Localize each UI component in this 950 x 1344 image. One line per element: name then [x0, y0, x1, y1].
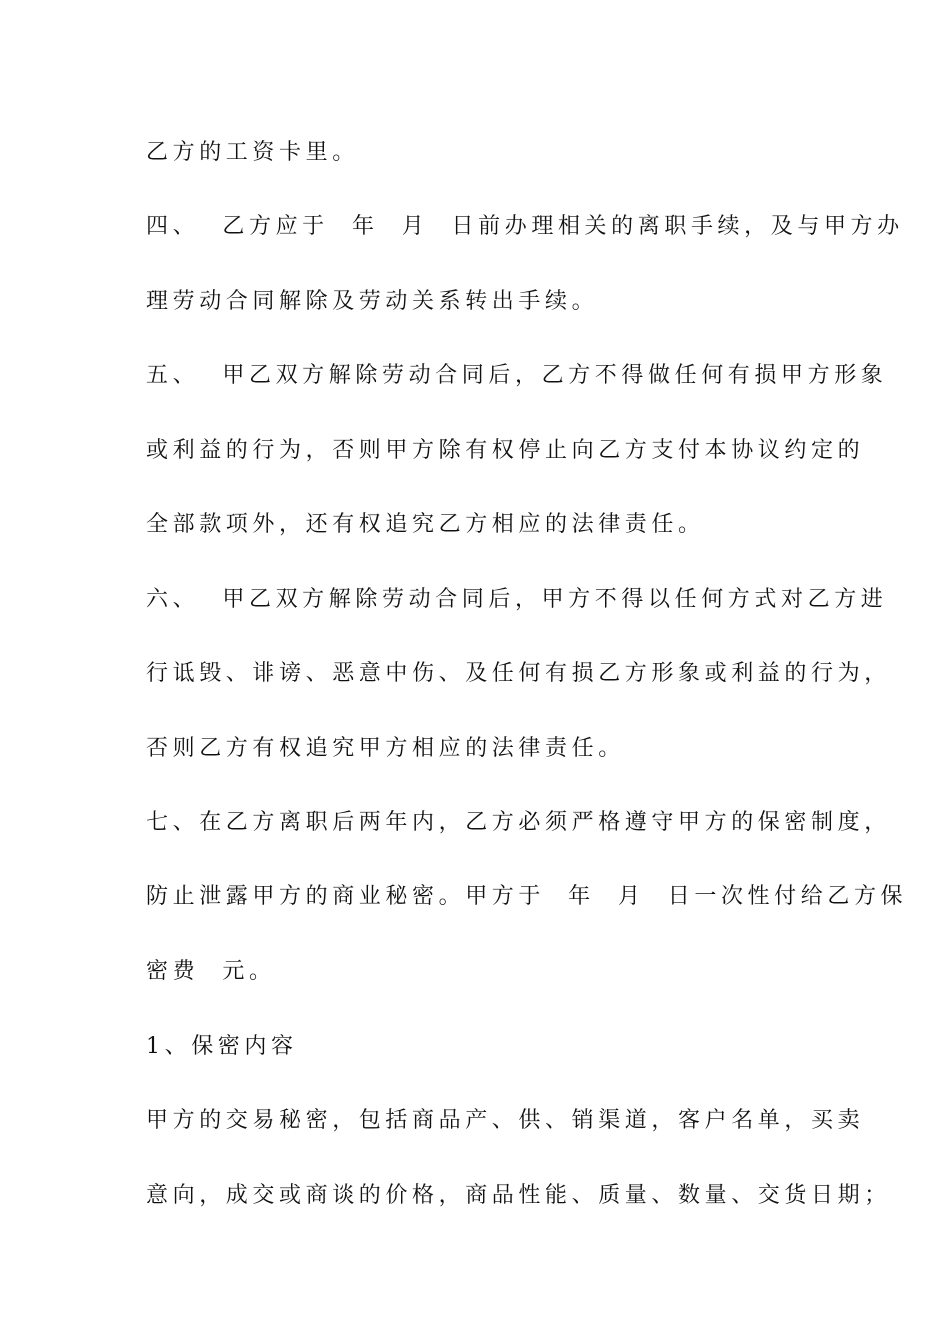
text-line-15: 意向，成交或商谈的价格，商品性能、质量、数量、交货日期；: [146, 1183, 891, 1208]
text-line-7: 六、 甲乙双方解除劳动合同后，甲方不得以任何方式对乙方进: [146, 587, 888, 612]
text-line-8: 行诋毁、诽谤、恶意中伤、及任何有损乙方形象或利益的行为，: [146, 661, 891, 686]
text-line-3: 理劳动合同解除及劳动关系转出手续。: [146, 289, 599, 314]
text-line-14: 甲方的交易秘密，包括商品产、供、销渠道，客户名单，买卖: [146, 1108, 865, 1133]
text-line-11: 防止泄露甲方的商业秘密。甲方于 年 月 日一次性付给乙方保: [146, 884, 908, 909]
text-line-2: 四、 乙方应于 年 月 日前办理相关的离职手续，及与甲方办: [146, 214, 904, 239]
text-line-9: 否则乙方有权追究甲方相应的法律责任。: [146, 736, 625, 761]
text-line-10: 七、在乙方离职后两年内，乙方必须严格遵守甲方的保密制度，: [146, 810, 891, 835]
text-line-12: 密费 元。: [146, 959, 276, 984]
text-line-5: 或利益的行为，否则甲方除有权停止向乙方支付本协议约定的: [146, 438, 865, 463]
text-line-4: 五、 甲乙双方解除劳动合同后，乙方不得做任何有损甲方形象: [146, 363, 888, 388]
text-line-1: 乙方的工资卡里。: [146, 140, 359, 165]
text-line-13: 1、保密内容: [146, 1034, 298, 1059]
text-line-6: 全部款项外，还有权追究乙方相应的法律责任。: [146, 512, 705, 537]
